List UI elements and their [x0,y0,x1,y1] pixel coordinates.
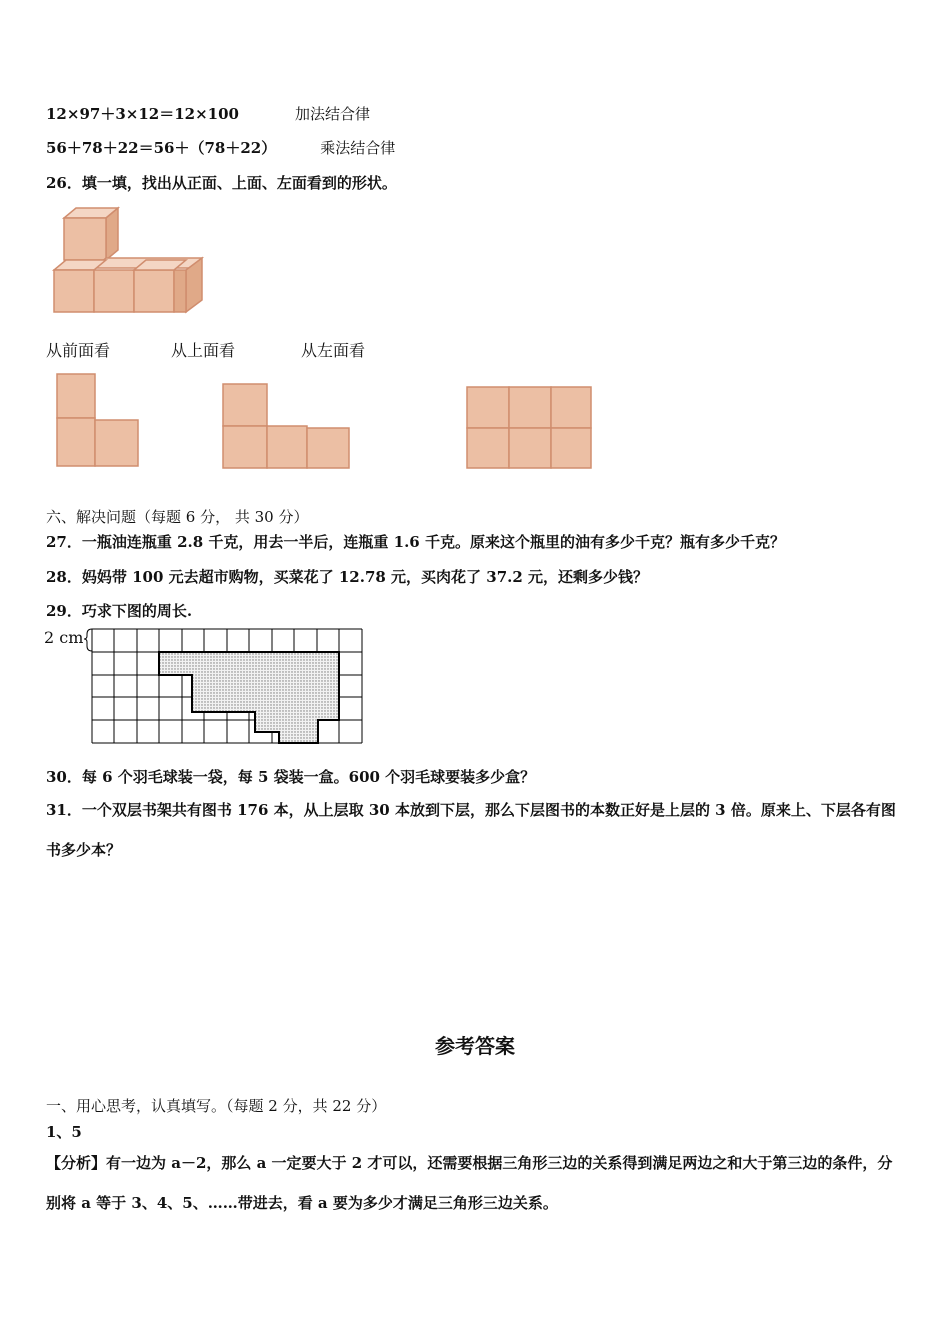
question-28: 28．妈妈带 100 元去超市购物，买菜花了 12.78 元，买肉花了 37.2 元，还剩多少钱？ [46,568,649,586]
question-31: 31．一个双层书架共有图书 176 本，从上层取 30 本放到下层，那么下层图书的本数正好是上层的 3 倍。原来上、下层各有图书多少本？ [46,801,896,859]
grid-scale-label: 2 cm [44,628,84,647]
law-name: 加法结合律 [294,105,370,123]
view-label-left: 从左面看 [301,341,366,360]
cube-front-2 [94,270,134,312]
law-expr: 12×97＋3×12＝12×100 [46,105,239,123]
cube-front-3 [134,270,174,312]
section-6-title: 六、解决问题（每题 6 分， 共 30 分） [46,508,309,526]
answers-section-1: 一、用心思考，认真填写。（每题 2 分，共 22 分） [46,1097,387,1115]
law-name: 乘法结合律 [320,139,396,157]
view-label-top: 从上面看 [171,341,236,360]
view-top-shape [221,382,353,470]
law-expr: 56＋78＋22＝56＋（78＋22） [46,139,277,157]
answers-title: 参考答案 [435,1034,515,1058]
law-item-2 [46,137,395,158]
question-26: 26．填一填，找出从正面、上面、左面看到的形状。 [46,174,397,192]
question-27: 27．一瓶油连瓶重 2.8 千克，用去一半后，连瓶重 1.6 千克。原来这个瓶里的油有多少千克？瓶有多少千克？ [46,533,785,551]
cube-front-1 [54,270,94,312]
view-left-shape [465,385,595,471]
question-30: 30．每 6 个羽毛球装一袋，每 5 袋装一盒。600 个羽毛球要装多少盒？ [46,768,536,786]
view-label-front: 从前面看 [46,341,111,360]
view-front-shape [56,373,142,469]
law-item-1 [46,103,370,124]
question-29: 29．巧求下图的周长. [46,602,193,620]
cubes-figure [50,200,205,315]
answer-1: 1、5 [46,1123,82,1141]
perimeter-grid [84,626,366,746]
answer-analysis: 【分析】有一边为 a－2，那么 a 一定要大于 2 才可以，还需要根据三角形三边的关系得到满足两边之和大于第三边的条件，分别将 a 等于 3、4、5、……带进去，看 a 要为多少才满足三角形三边关系。 [46,1154,893,1212]
